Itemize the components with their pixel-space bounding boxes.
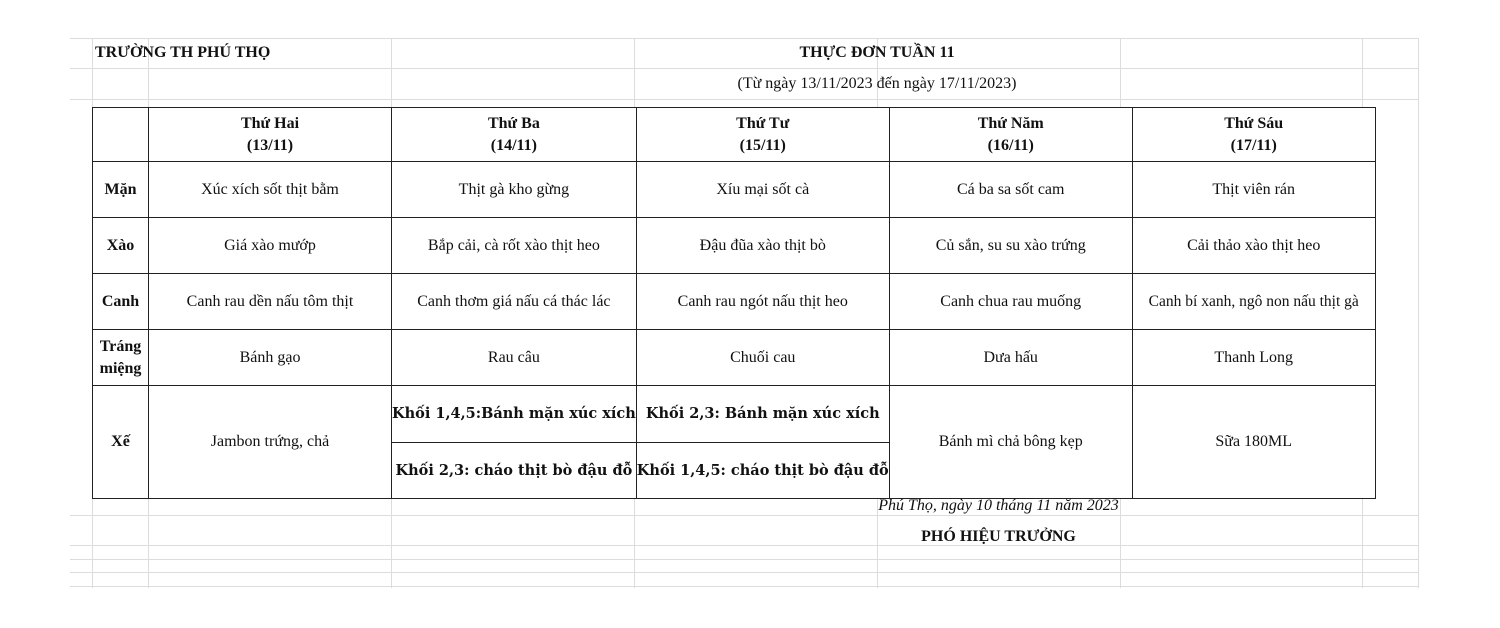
menu-cell: Canh bí xanh, ngô non nấu thịt gà <box>1132 274 1375 330</box>
menu-cell: Canh rau dền nấu tôm thịt <box>149 274 392 330</box>
day-date: (14/11) <box>490 136 537 154</box>
grid-line <box>70 586 1418 587</box>
menu-cell: Canh thơm giá nấu cá thác lác <box>392 274 637 330</box>
signer-title: PHÓ HIỆU TRƯỞNG <box>921 528 1076 545</box>
weekly-menu-table <box>92 107 1376 499</box>
menu-cell: Củ sắn, su su xào trứng <box>889 218 1132 274</box>
menu-cell: Bánh gạo <box>149 330 392 386</box>
day-name: Thứ Tư <box>736 114 790 132</box>
menu-cell: Chuối cau <box>636 330 889 386</box>
day-name: Thứ Hai <box>240 114 300 132</box>
grid-line <box>70 99 1418 100</box>
menu-cell: Jambon trứng, chả <box>149 386 392 499</box>
row-label: Xào <box>93 218 149 274</box>
row-label: Mặn <box>93 162 149 218</box>
row-label: Canh <box>93 274 149 330</box>
school-name: TRƯỜNG TH PHÚ THỌ <box>95 44 271 61</box>
row-label-line: Tráng <box>99 337 142 355</box>
table-row-xao <box>93 218 1376 274</box>
day-date: (16/11) <box>987 136 1034 154</box>
menu-cell: Xíu mại sốt cà <box>636 162 889 218</box>
table-row-canh <box>93 274 1376 330</box>
menu-cell: Bắp cải, cà rốt xào thịt heo <box>392 218 637 274</box>
menu-cell: Canh chua rau muống <box>889 274 1132 330</box>
day-name: Thứ Ba <box>487 114 540 132</box>
menu-cell: Thịt gà kho gừng <box>392 162 637 218</box>
day-header-mon <box>149 108 392 162</box>
table-row-trang-mieng <box>93 330 1376 386</box>
menu-cell: Cá ba sa sốt cam <box>889 162 1132 218</box>
grid-line <box>70 38 1418 39</box>
table-row-xe <box>93 386 1376 499</box>
corner-cell <box>93 108 149 162</box>
grid-line <box>70 559 1418 560</box>
menu-cell: Cải thảo xào thịt heo <box>1132 218 1375 274</box>
place-date: Phú Thọ, ngày 10 tháng 11 năm 2023 <box>878 497 1119 514</box>
day-header-wed <box>636 108 889 162</box>
menu-cell: Dưa hấu <box>889 330 1132 386</box>
menu-cell: Sữa 180ML <box>1132 386 1375 499</box>
grid-line <box>70 68 1418 69</box>
row-label <box>93 330 149 386</box>
snack-option: Khối 1,4,5: cháo thịt bò đậu đỗ <box>637 442 889 499</box>
row-label-line: miệng <box>99 359 142 377</box>
day-date: (13/11) <box>246 136 294 154</box>
snack-option: Khối 2,3: Bánh mặn xúc xích <box>645 405 880 423</box>
snack-option: Khối 2,3: cháo thịt bò đậu đỗ <box>392 442 636 499</box>
day-header-fri <box>1132 108 1375 162</box>
menu-cell-split <box>392 386 637 499</box>
menu-cell: Canh rau ngót nấu thịt heo <box>636 274 889 330</box>
date-range: (Từ ngày 13/11/2023 đến ngày 17/11/2023) <box>737 75 1017 92</box>
menu-cell: Xúc xích sốt thịt bằm <box>149 162 392 218</box>
grid-line <box>70 515 1418 516</box>
day-date: (17/11) <box>1230 136 1277 154</box>
day-header-thu <box>889 108 1132 162</box>
snack-option: Khối 1,4,5:Bánh mặn xúc xích <box>392 405 636 423</box>
grid-line <box>70 545 1418 546</box>
menu-cell: Giá xào mướp <box>149 218 392 274</box>
row-label: Xế <box>93 386 149 499</box>
menu-cell: Đậu đũa xào thịt bò <box>636 218 889 274</box>
day-date: (15/11) <box>739 136 786 154</box>
menu-title: THỰC ĐƠN TUẦN 11 <box>799 44 955 61</box>
day-header-tue <box>392 108 637 162</box>
menu-cell: Thanh Long <box>1132 330 1375 386</box>
grid-line <box>1418 38 1419 588</box>
menu-cell: Rau câu <box>392 330 637 386</box>
menu-cell: Bánh mì chả bông kẹp <box>889 386 1132 499</box>
menu-cell: Thịt viên rán <box>1132 162 1375 218</box>
menu-cell-split <box>636 386 889 499</box>
day-name: Thứ Sáu <box>1224 114 1284 132</box>
table-row-man <box>93 162 1376 218</box>
day-header-row <box>93 108 1376 162</box>
grid-line <box>70 572 1418 573</box>
day-name: Thứ Năm <box>977 114 1044 132</box>
